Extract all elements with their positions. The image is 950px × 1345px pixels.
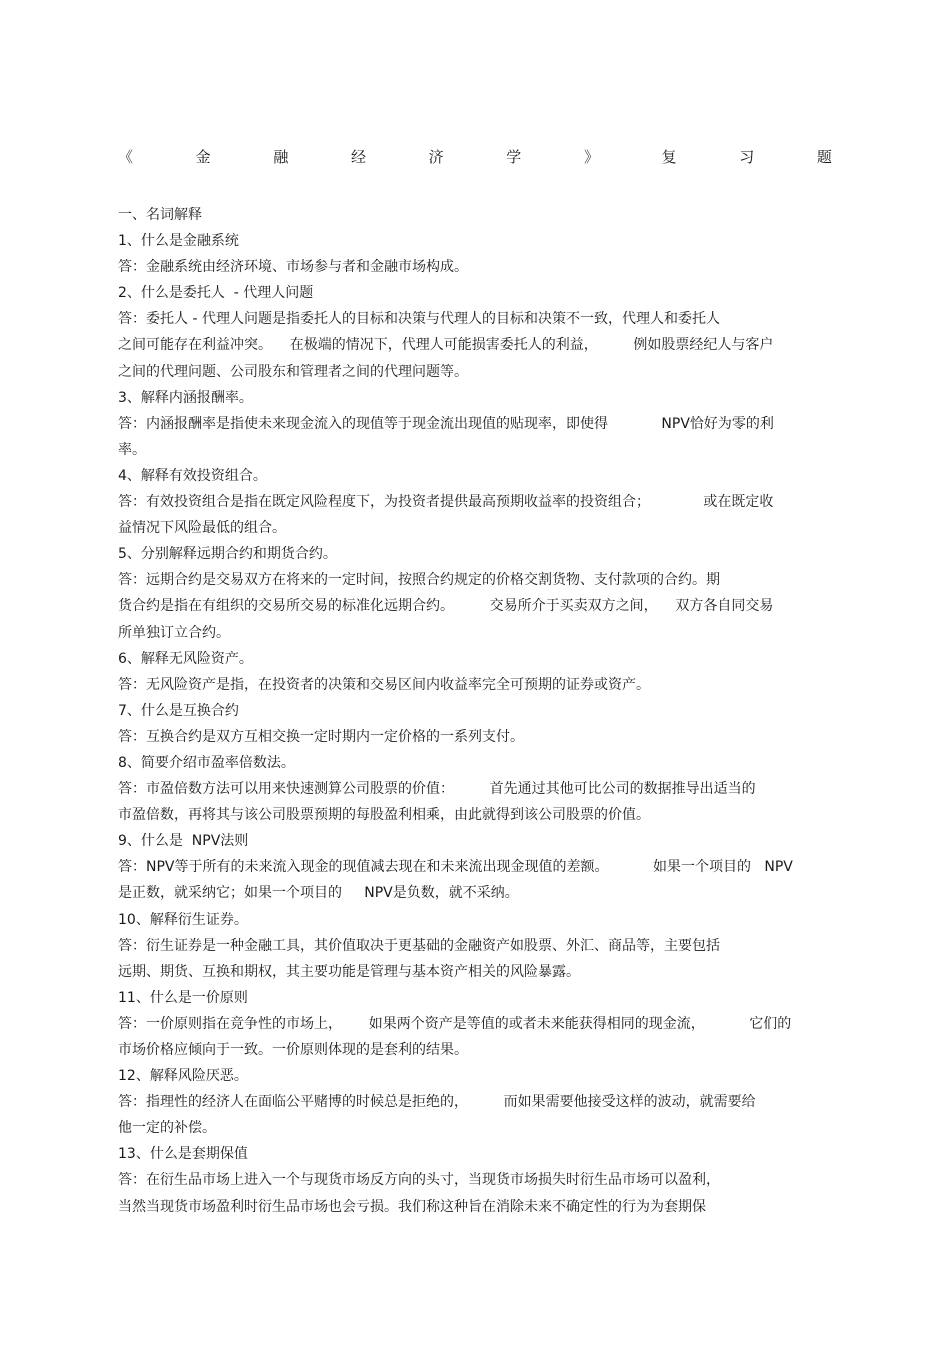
section-heading: 一、名词解释 xyxy=(118,207,202,223)
question-line: 12、解释风险厌恶。 xyxy=(118,1068,248,1085)
title-char: 习 xyxy=(739,148,755,166)
answer-line: 市盈倍数，再将其与该公司股票预期的每股盈利相乘，由此就得到该公司股票的价值。 xyxy=(118,807,650,824)
title-char: 复 xyxy=(661,148,677,166)
question-line: 11、什么是一价原则 xyxy=(118,989,248,1006)
document-body xyxy=(118,202,848,1220)
title-char: 济 xyxy=(428,148,444,166)
answer-line: 货合约是指在有组织的交易所交易的标准化远期合约。 交易所介于买卖双方之间， 双方各自同交易 xyxy=(118,598,774,615)
question-line: 7、什么是互换合约 xyxy=(118,702,239,719)
answer-line: 答：远期合约是交易双方在将来的一定时间，按照合约规定的价格交割货物、支付款项的合约。期 xyxy=(118,572,720,589)
question-line: 9、什么是 NPV法则 xyxy=(118,833,249,850)
answer-line: 益情况下风险最低的组合。 xyxy=(118,520,286,537)
question-line: 5、分别解释远期合约和期货合约。 xyxy=(118,546,337,563)
title-char: 金 xyxy=(195,148,211,166)
answer-line: 当然当现货市场盈利时衍生品市场也会亏损。我们称这种旨在消除未来不确定性的行为为套期保 xyxy=(118,1198,706,1215)
question-line: 10、解释衍生证券。 xyxy=(118,911,248,928)
answer-line: 答：委托人 - 代理人问题是指委托人的目标和决策与代理人的目标和决策不一致，代理人和委托人 xyxy=(118,311,720,328)
answer-line: 答：有效投资组合是指在既定风险程度下，为投资者提供最高预期收益率的投资组合； 或在既定收 xyxy=(118,494,774,511)
answer-line: 之间可能存在利益冲突。 在极端的情况下，代理人可能损害委托人的利益， 例如股票经纪人与客户 xyxy=(118,337,774,354)
answer-line: 答：金融系统由经济环境、市场参与者和金融市场构成。 xyxy=(118,259,468,276)
question-line: 8、简要介绍市盈率倍数法。 xyxy=(118,754,295,771)
title-char: 题 xyxy=(816,148,832,166)
title-char: 融 xyxy=(273,148,289,166)
title-char: 》 xyxy=(583,148,599,166)
answer-line: 所单独订立合约。 xyxy=(118,624,230,641)
question-line: 3、解释内涵报酬率。 xyxy=(118,389,253,406)
answer-line: 答：一价原则指在竞争性的市场上， 如果两个资产是等值的或者未来能获得相同的现金流， 它们的 xyxy=(118,1015,792,1032)
title-char: 《 xyxy=(118,148,134,166)
answer-line: 答：互换合约是双方互相交换一定时期内一定价格的一系列支付。 xyxy=(118,728,524,745)
answer-line: 答：无风险资产是指，在投资者的决策和交易区间内收益率完全可预期的证券或资产。 xyxy=(118,676,650,693)
answer-line: 远期、期货、互换和期权，其主要功能是管理与基本资产相关的风险暴露。 xyxy=(118,963,580,980)
answer-line: 率。 xyxy=(118,441,146,458)
answer-line: 答：内涵报酬率是指使未来现金流入的现值等于现金流出现值的贴现率，即使得 NPV恰好为零的利 xyxy=(118,415,774,432)
answer-line: 答：衍生证券是一种金融工具，其价值取决于更基础的金融资产如股票、外汇、商品等，主要包括 xyxy=(118,937,720,954)
title-char: 经 xyxy=(350,148,366,166)
answer-line: 答：指理性的经济人在面临公平赌博的时候总是拒绝的， 而如果需要他接受这样的波动，就需要给 xyxy=(118,1094,756,1111)
question-line: 4、解释有效投资组合。 xyxy=(118,467,267,484)
question-line: 2、什么是委托人 - 代理人问题 xyxy=(118,285,314,302)
answer-line: 答：市盈倍数方法可以用来快速测算公司股票的价值： 首先通过其他可比公司的数据推导出适当的 xyxy=(118,781,756,798)
answer-line: 是正数，就采纳它；如果一个项目的 NPV是负数，就不采纳。 xyxy=(118,885,519,902)
document-title xyxy=(118,146,832,168)
answer-line: 答：NPV等于所有的未来流入现金的现值减去现在和未来流出现金现值的差额。 如果一个项目的 NPV xyxy=(118,859,793,876)
question-line: 13、什么是套期保值 xyxy=(118,1146,248,1163)
answer-line: 他一定的补偿。 xyxy=(118,1120,216,1137)
answer-line: 答：在衍生品市场上进入一个与现货市场反方向的头寸，当现货市场损失时衍生品市场可以盈利， xyxy=(118,1172,720,1189)
answer-line: 市场价格应倾向于一致。一价原则体现的是套利的结果。 xyxy=(118,1042,468,1058)
title-char: 学 xyxy=(506,148,522,166)
answer-line: 之间的代理问题、公司股东和管理者之间的代理问题等。 xyxy=(118,363,468,380)
question-line: 1、什么是金融系统 xyxy=(118,233,239,250)
question-line: 6、解释无风险资产。 xyxy=(118,650,253,667)
